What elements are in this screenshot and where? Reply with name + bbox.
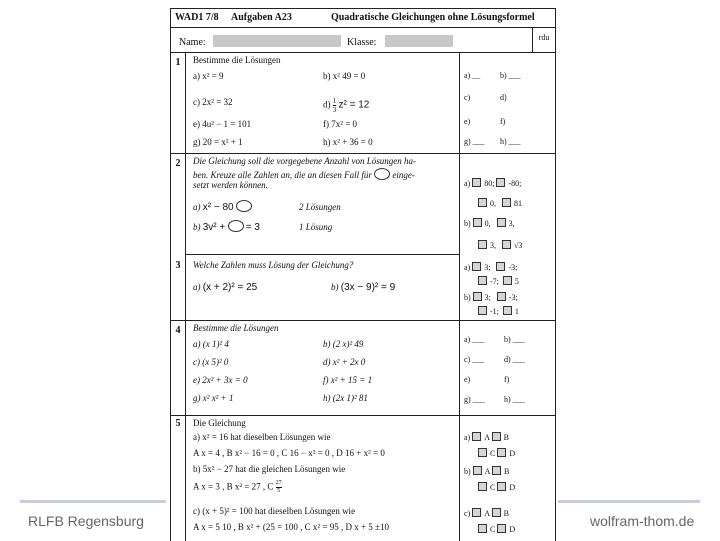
s3-answer-b[interactable]: b) 3; -3; [464,293,518,302]
checkbox[interactable] [473,466,482,475]
s5-heading: Die Gleichung [193,418,246,428]
footer-left-text: RLFB Regensburg [28,513,144,529]
answer-e[interactable]: e) [464,375,471,384]
checkbox[interactable] [496,262,505,271]
checkbox[interactable] [478,198,487,207]
task-4e: e) 2x² + 3x = 0 [193,375,248,385]
worksheet-header [171,9,555,28]
checkbox[interactable] [492,466,501,475]
checkbox[interactable] [478,306,487,315]
section-5 [171,416,555,541]
answer-d[interactable]: d) ___ [504,355,525,364]
rdu-label: rdu [532,28,555,52]
answer-e[interactable]: e) [464,117,471,126]
s2-desc-a: 2 Lösungen [299,202,341,212]
worksheet-title: Quadratische Gleichungen ohne Lösungsformel [331,12,535,23]
s5-line-c-options: A x = 5 10 , B x² + (25 = 100 , C x² = 95 , D x + 5 ±10 [193,522,389,532]
checkbox[interactable] [492,432,501,441]
checkbox[interactable] [478,448,487,457]
answer-b[interactable]: b) ___ [500,71,521,80]
s2-answer-b2[interactable]: 3, √3 [478,240,522,250]
answer-b[interactable]: b) ___ [504,335,525,344]
name-row [171,28,555,53]
s3-task-b: b) (3x − 9)² = 9 [331,282,396,293]
divider [185,254,460,255]
worksheet-page [170,8,556,541]
answer-a[interactable]: a) __ [464,71,481,80]
checkbox[interactable] [497,482,506,491]
answer-a[interactable]: a) ___ [464,335,485,344]
class-label: Klasse: [347,37,377,48]
s5-line-b-options: A x = 3 , B x² = 27 , C $\frac{27}{5}$ [193,480,282,494]
section-number: 2 3 [171,154,186,320]
task-1c: c) 2x² = 32 [193,97,233,107]
s3-answer-b2[interactable]: -1; 1 [478,306,519,316]
checkbox[interactable] [473,218,482,227]
name-label: Name: [179,37,206,48]
answer-h[interactable]: h) ___ [500,137,521,146]
s5-line-a: a) x² = 16 hat dieselben Lösungen wie [193,432,331,442]
section-2-3 [171,154,555,321]
worksheet-task: Aufgaben A23 [231,12,292,23]
blank-circle [374,168,390,180]
s3-answer-a[interactable]: a) 3; -3; [464,263,518,272]
footer-rule-left [20,500,166,503]
answer-c[interactable]: c) ___ [464,355,485,364]
section-4 [171,321,555,416]
checkbox[interactable] [478,524,487,533]
answer-h[interactable]: h) ___ [504,395,525,404]
answer-f[interactable]: f) [500,117,506,126]
checkbox[interactable] [472,178,481,187]
task-1a: a) x² = 9 [193,71,224,81]
s2-task-a: a) x² − 80 [193,200,252,213]
checkbox[interactable] [497,218,506,227]
s3-text: Welche Zahlen muss Lösung der Gleichung? [193,260,354,270]
section-number: 5 [171,416,186,541]
section-number: 4 [171,321,186,415]
answer-d[interactable]: d) [500,93,507,102]
answer-g[interactable]: g) ___ [464,395,485,404]
checkbox[interactable] [492,508,501,517]
task-4b: b) (2 x)² 49 [323,339,364,349]
s2-desc-b: 1 Lösung [299,222,333,232]
s2-text-line3: setzt werden können. [193,180,268,190]
s2-text-line1: Die Gleichung soll die vorgegebene Anzahl von Lösungen ha- [193,156,416,166]
answer-column [459,154,555,320]
s5-answer-a2[interactable]: C D [478,448,515,458]
checkbox[interactable] [497,448,506,457]
checkbox[interactable] [502,198,511,207]
footer-rule-right [558,500,700,503]
checkbox[interactable] [472,262,481,271]
class-field[interactable] [385,35,453,47]
s5-line-b: b) 5x² − 27 hat die gleichen Lösungen wie [193,464,346,474]
s2-answer-b[interactable]: b) 0, 3, [464,219,515,228]
task-4a: a) (x 1)² 4 [193,339,229,349]
checkbox[interactable] [496,178,505,187]
checkbox[interactable] [503,306,512,315]
worksheet-code: WAD1 7/8 [175,12,219,23]
section-1 [171,53,555,154]
s3-task-a: a) (x + 2)² = 25 [193,282,258,293]
task-4d: d) x² + 2x 0 [323,357,366,367]
s2-answer-a[interactable]: a) 80; -80; [464,179,522,188]
checkbox[interactable] [478,240,487,249]
task-1h: h) x² + 36 = 0 [323,137,373,147]
checkbox[interactable] [503,276,512,285]
task-1g: g) 20 = x² + 1 [193,137,243,147]
checkbox[interactable] [497,292,506,301]
task-4f: f) x² + 15 = 1 [323,375,373,385]
answer-f[interactable]: f) [504,375,510,384]
section-number: 1 [171,53,186,153]
checkbox[interactable] [497,524,506,533]
checkbox[interactable] [478,482,487,491]
s5-answer-a[interactable]: a) A B [464,433,509,442]
answer-column [459,416,555,541]
blank-circle [228,220,244,232]
task-4h: h) (2x 1)² 81 [323,393,368,403]
checkbox[interactable] [478,276,487,285]
s2-text-line2: ben. Kreuze alle Zahlen an, die an diesen Fall für einge- [193,170,415,180]
task-4g: g) x² x² + 1 [193,393,234,403]
checkbox[interactable] [472,508,481,517]
name-field[interactable] [213,35,341,47]
instruction: Bestimme die Lösungen [193,323,279,333]
s5-answer-b2[interactable]: C D [478,482,515,492]
answer-g[interactable]: g) ___ [464,137,485,146]
task-1e: e) 4u² − 1 = 101 [193,119,252,129]
task-1b: b) x² 49 = 0 [323,71,366,81]
task-4c: c) (x 5)² 0 [193,357,229,367]
answer-column [459,53,555,153]
checkbox[interactable] [472,432,481,441]
s5-answer-c2[interactable]: C D [478,524,515,534]
s5-answer-c[interactable]: c) A B [464,509,509,518]
blank-circle [236,200,252,212]
s5-answer-b[interactable]: b) A B [464,467,510,476]
s5-line-a-options: A x = 4 , B x² − 16 = 0 , C 16 − x² = 0 , D 16 + x² = 0 [193,448,385,458]
footer-right-text: wolfram-thom.de [590,513,695,529]
answer-column [459,321,555,415]
instruction: Bestimme die Lösungen [193,55,281,65]
checkbox[interactable] [473,292,482,301]
s2-answer-a2[interactable]: 0, 81 [478,198,522,208]
answer-c[interactable]: c) [464,93,471,102]
s3-answer-a2[interactable]: -7; 5 [478,276,519,286]
task-1d: d) $\frac{1}{3}$ z² = 12 [323,97,370,114]
checkbox[interactable] [502,240,511,249]
s2-task-b: b) 3v² + = 3 [193,222,260,233]
task-1f: f) 7x² = 0 [323,119,358,129]
s5-line-c: c) (x + 5)² = 100 hat dieselben Lösungen wie [193,506,356,516]
